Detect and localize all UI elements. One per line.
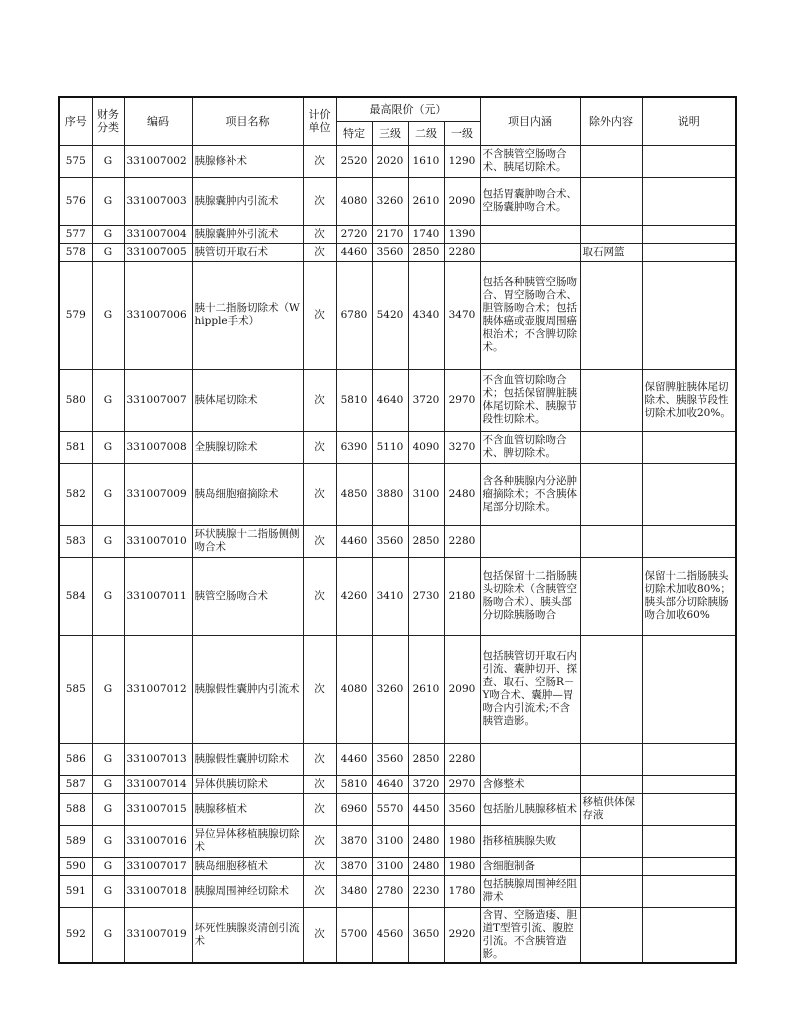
row-price-level1-cell: 1980 [444,825,480,857]
header-content: 项目内涵 [480,97,580,145]
row-code-cell: 331007007 [124,369,192,431]
row-unit-cell: 次 [303,177,336,225]
table-row [59,177,736,225]
row-seq-cell: 582 [59,463,92,525]
row-seq-cell: 579 [59,261,92,369]
row-exclusion-cell [580,525,642,557]
row-price-level2-cell: 4450 [408,793,444,825]
header-price-level3: 三级 [372,121,408,145]
row-content-cell: 不含血管切除吻合术、脾切除术。 [480,431,580,463]
row-note-cell [642,907,736,963]
row-note-cell [642,463,736,525]
row-price-special-cell: 4460 [336,743,372,775]
row-code-cell: 331007010 [124,525,192,557]
row-exclusion-cell [580,875,642,907]
row-exclusion-cell [580,463,642,525]
table-body [59,145,736,963]
row-price-level2-cell: 2610 [408,177,444,225]
row-note-cell [642,243,736,261]
row-price-special-cell: 6780 [336,261,372,369]
row-item-name-cell: 胰腺囊肿外引流术 [192,225,303,243]
row-code-cell: 331007013 [124,743,192,775]
row-item-name-cell: 全胰腺切除术 [192,431,303,463]
row-exclusion-cell [580,369,642,431]
row-price-special-cell: 6390 [336,431,372,463]
row-price-level3-cell: 4560 [372,907,408,963]
row-price-level3-cell: 3880 [372,463,408,525]
row-price-level2-cell: 4090 [408,431,444,463]
row-seq-cell: 576 [59,177,92,225]
row-price-level2-cell: 3720 [408,369,444,431]
row-note-cell: 保留十二指肠胰头切除术加收80%；胰头部分切除胰肠吻合加收60% [642,557,736,635]
row-price-level1-cell: 2970 [444,775,480,793]
row-price-level3-cell: 3100 [372,857,408,875]
row-note-cell [642,875,736,907]
row-code-cell: 331007016 [124,825,192,857]
row-item-name-cell: 胰体尾切除术 [192,369,303,431]
row-finance-category-cell: G [92,775,124,793]
row-seq-cell: 589 [59,825,92,857]
row-item-name-cell: 胰管空肠吻合术 [192,557,303,635]
row-content-cell: 含修整术 [480,775,580,793]
row-unit-cell: 次 [303,225,336,243]
price-table [58,96,737,964]
table-row [59,557,736,635]
row-price-level3-cell: 5570 [372,793,408,825]
row-price-level2-cell: 2850 [408,525,444,557]
row-code-cell: 331007005 [124,243,192,261]
row-unit-cell: 次 [303,525,336,557]
table-row [59,525,736,557]
row-price-level2-cell: 2850 [408,243,444,261]
row-content-cell: 含细胞制备 [480,857,580,875]
row-exclusion-cell [580,775,642,793]
row-note-cell [642,431,736,463]
row-price-special-cell: 4460 [336,243,372,261]
row-price-level2-cell: 1610 [408,145,444,177]
row-price-level2-cell: 1740 [408,225,444,243]
row-price-level2-cell: 3100 [408,463,444,525]
row-seq-cell: 578 [59,243,92,261]
row-price-level2-cell: 2480 [408,825,444,857]
table-row [59,635,736,743]
row-note-cell [642,145,736,177]
row-exclusion-cell: 移植供体保存液 [580,793,642,825]
row-seq-cell: 592 [59,907,92,963]
row-code-cell: 331007006 [124,261,192,369]
row-seq-cell: 575 [59,145,92,177]
row-price-special-cell: 4260 [336,557,372,635]
row-price-level2-cell: 2480 [408,857,444,875]
row-price-level2-cell: 2230 [408,875,444,907]
row-seq-cell: 577 [59,225,92,243]
row-item-name-cell: 胰腺囊肿内引流术 [192,177,303,225]
row-price-level2-cell: 2850 [408,743,444,775]
row-price-level1-cell: 2180 [444,557,480,635]
row-unit-cell: 次 [303,261,336,369]
row-unit-cell: 次 [303,775,336,793]
row-finance-category-cell: G [92,145,124,177]
row-price-level1-cell: 2280 [444,525,480,557]
row-finance-category-cell: G [92,557,124,635]
row-code-cell: 331007002 [124,145,192,177]
row-note-cell [642,225,736,243]
row-price-special-cell: 5810 [336,775,372,793]
row-seq-cell: 581 [59,431,92,463]
row-price-special-cell: 3870 [336,857,372,875]
row-note-cell: 保留脾脏胰体尾切除术、胰腺节段性切除术加收20%。 [642,369,736,431]
row-seq-cell: 588 [59,793,92,825]
row-content-cell [480,743,580,775]
row-finance-category-cell: G [92,225,124,243]
row-note-cell [642,743,736,775]
row-unit-cell: 次 [303,825,336,857]
row-item-name-cell: 环状胰腺十二指肠侧侧吻合术 [192,525,303,557]
row-content-cell: 包括胰管切开取石内引流、囊肿切开、探查、取石、空肠R－Y吻合术、囊肿—胃吻合内引流术;不含胰管造影。 [480,635,580,743]
header-code: 编码 [124,97,192,145]
row-item-name-cell: 胰腺移植术 [192,793,303,825]
row-item-name-cell: 胰岛细胞移植术 [192,857,303,875]
row-price-special-cell: 6960 [336,793,372,825]
row-price-level1-cell: 2920 [444,907,480,963]
row-content-cell [480,525,580,557]
row-content-cell [480,243,580,261]
table-row [59,857,736,875]
row-price-special-cell: 4080 [336,635,372,743]
row-content-cell [480,225,580,243]
row-price-level3-cell: 3410 [372,557,408,635]
row-code-cell: 331007012 [124,635,192,743]
row-item-name-cell: 胰十二指肠切除术（Whipple手术） [192,261,303,369]
row-price-level1-cell: 2090 [444,177,480,225]
header-note: 说明 [642,97,736,145]
row-price-level3-cell: 5110 [372,431,408,463]
row-seq-cell: 585 [59,635,92,743]
row-price-special-cell: 2720 [336,225,372,243]
row-item-name-cell: 坏死性胰腺炎清创引流术 [192,907,303,963]
row-price-special-cell: 2520 [336,145,372,177]
row-price-level1-cell: 2970 [444,369,480,431]
row-code-cell: 331007018 [124,875,192,907]
row-content-cell: 包括胎儿胰腺移植术 [480,793,580,825]
row-seq-cell: 590 [59,857,92,875]
row-item-name-cell: 胰腺周围神经切除术 [192,875,303,907]
row-price-level3-cell: 4640 [372,369,408,431]
row-item-name-cell: 胰腺修补术 [192,145,303,177]
header-unit: 计价单位 [303,97,336,145]
row-price-level3-cell: 4640 [372,775,408,793]
row-price-level1-cell: 1390 [444,225,480,243]
row-finance-category-cell: G [92,243,124,261]
row-finance-category-cell: G [92,463,124,525]
row-price-special-cell: 5700 [336,907,372,963]
row-seq-cell: 586 [59,743,92,775]
row-exclusion-cell [580,635,642,743]
row-unit-cell: 次 [303,875,336,907]
row-exclusion-cell: 取石网篮 [580,243,642,261]
row-price-level1-cell: 2480 [444,463,480,525]
header-price-level2: 二级 [408,121,444,145]
row-exclusion-cell [580,825,642,857]
row-price-level3-cell: 2780 [372,875,408,907]
row-finance-category-cell: G [92,431,124,463]
row-seq-cell: 583 [59,525,92,557]
header-finance-category: 财务分类 [92,97,124,145]
row-price-level3-cell: 3260 [372,635,408,743]
row-exclusion-cell [580,145,642,177]
table-row [59,775,736,793]
table-row [59,463,736,525]
row-price-level1-cell: 2280 [444,243,480,261]
row-price-level3-cell: 3100 [372,825,408,857]
row-content-cell: 包括胰腺周围神经阻滞术 [480,875,580,907]
row-code-cell: 331007004 [124,225,192,243]
row-item-name-cell: 异体供胰切除术 [192,775,303,793]
row-unit-cell: 次 [303,857,336,875]
row-code-cell: 331007015 [124,793,192,825]
row-item-name-cell: 胰腺假性囊肿切除术 [192,743,303,775]
row-item-name-cell: 异位异体移植胰腺切除术 [192,825,303,857]
row-finance-category-cell: G [92,261,124,369]
row-note-cell [642,261,736,369]
row-price-level1-cell: 3560 [444,793,480,825]
row-unit-cell: 次 [303,243,336,261]
row-seq-cell: 587 [59,775,92,793]
row-price-special-cell: 4850 [336,463,372,525]
row-finance-category-cell: G [92,369,124,431]
row-code-cell: 331007008 [124,431,192,463]
header-item-name: 项目名称 [192,97,303,145]
row-note-cell [642,825,736,857]
row-price-level3-cell: 2020 [372,145,408,177]
row-price-level3-cell: 3260 [372,177,408,225]
row-price-special-cell: 4080 [336,177,372,225]
row-code-cell: 331007014 [124,775,192,793]
table-row [59,743,736,775]
row-price-special-cell: 3870 [336,825,372,857]
row-price-level2-cell: 4340 [408,261,444,369]
row-finance-category-cell: G [92,857,124,875]
row-price-level3-cell: 3560 [372,243,408,261]
row-seq-cell: 591 [59,875,92,907]
header-exclusion: 除外内容 [580,97,642,145]
row-code-cell: 331007009 [124,463,192,525]
row-price-level2-cell: 2730 [408,557,444,635]
row-unit-cell: 次 [303,793,336,825]
table-row [59,261,736,369]
header-max-price: 最高限价（元） [336,97,480,121]
table-row [59,431,736,463]
row-content-cell: 不含血管切除吻合术；包括保留脾脏胰体尾切除术、胰腺节段性切除术。 [480,369,580,431]
row-exclusion-cell [580,857,642,875]
row-price-level3-cell: 3560 [372,525,408,557]
row-content-cell: 指移植胰腺失败 [480,825,580,857]
row-content-cell: 不含胰管空肠吻合术、胰尾切除术。 [480,145,580,177]
row-exclusion-cell [580,907,642,963]
row-unit-cell: 次 [303,907,336,963]
table-row [59,793,736,825]
row-finance-category-cell: G [92,907,124,963]
row-unit-cell: 次 [303,635,336,743]
row-price-level2-cell: 3650 [408,907,444,963]
row-price-level1-cell: 2280 [444,743,480,775]
row-price-level3-cell: 2170 [372,225,408,243]
row-code-cell: 331007003 [124,177,192,225]
row-unit-cell: 次 [303,463,336,525]
table-header [59,97,736,145]
row-unit-cell: 次 [303,369,336,431]
row-unit-cell: 次 [303,557,336,635]
row-finance-category-cell: G [92,875,124,907]
row-code-cell: 331007017 [124,857,192,875]
table-row [59,225,736,243]
row-price-level1-cell: 1290 [444,145,480,177]
row-content-cell: 含胃、空肠造瘘、胆道T型管引流、腹腔引流。不含胰管造影。 [480,907,580,963]
row-code-cell: 331007019 [124,907,192,963]
row-note-cell [642,525,736,557]
table-row [59,907,736,963]
row-content-cell: 含各种胰腺内分泌肿瘤摘除术；不含胰体尾部分切除术。 [480,463,580,525]
row-price-level1-cell: 1780 [444,875,480,907]
row-price-level2-cell: 2610 [408,635,444,743]
header-price-level1: 一级 [444,121,480,145]
row-unit-cell: 次 [303,743,336,775]
row-note-cell [642,793,736,825]
row-exclusion-cell [580,431,642,463]
header-price-special: 特定 [336,121,372,145]
row-price-level1-cell: 3270 [444,431,480,463]
row-note-cell [642,775,736,793]
row-finance-category-cell: G [92,743,124,775]
header-seq: 序号 [59,97,92,145]
row-exclusion-cell [580,177,642,225]
row-exclusion-cell [580,743,642,775]
row-price-special-cell: 3480 [336,875,372,907]
table-row [59,243,736,261]
price-table-sheet [58,96,735,964]
row-unit-cell: 次 [303,145,336,177]
table-row [59,145,736,177]
row-exclusion-cell [580,225,642,243]
row-seq-cell: 584 [59,557,92,635]
table-row [59,825,736,857]
row-price-special-cell: 4460 [336,525,372,557]
row-finance-category-cell: G [92,635,124,743]
row-exclusion-cell [580,557,642,635]
row-note-cell [642,177,736,225]
row-item-name-cell: 胰管切开取石术 [192,243,303,261]
row-price-level1-cell: 1980 [444,857,480,875]
row-content-cell: 包括保留十二指肠胰头切除术（含胰管空肠吻合术）、胰头部分切除胰肠吻合 [480,557,580,635]
row-note-cell [642,635,736,743]
row-finance-category-cell: G [92,177,124,225]
table-row [59,369,736,431]
row-content-cell: 包括各种胰管空肠吻合、胃空肠吻合术、胆管肠吻合术；包括胰体癌或壶腹周围癌根治术；不含脾切除术。 [480,261,580,369]
row-item-name-cell: 胰腺假性囊肿内引流术 [192,635,303,743]
table-row [59,875,736,907]
row-price-special-cell: 5810 [336,369,372,431]
row-price-level3-cell: 5420 [372,261,408,369]
row-unit-cell: 次 [303,431,336,463]
row-note-cell [642,857,736,875]
row-finance-category-cell: G [92,825,124,857]
row-seq-cell: 580 [59,369,92,431]
row-price-level1-cell: 3470 [444,261,480,369]
row-price-level2-cell: 3720 [408,775,444,793]
row-finance-category-cell: G [92,793,124,825]
row-content-cell: 包括胃囊肿吻合术、空肠囊肿吻合术。 [480,177,580,225]
row-code-cell: 331007011 [124,557,192,635]
row-price-level3-cell: 3560 [372,743,408,775]
row-exclusion-cell [580,261,642,369]
row-item-name-cell: 胰岛细胞瘤摘除术 [192,463,303,525]
row-price-level1-cell: 2090 [444,635,480,743]
row-finance-category-cell: G [92,525,124,557]
